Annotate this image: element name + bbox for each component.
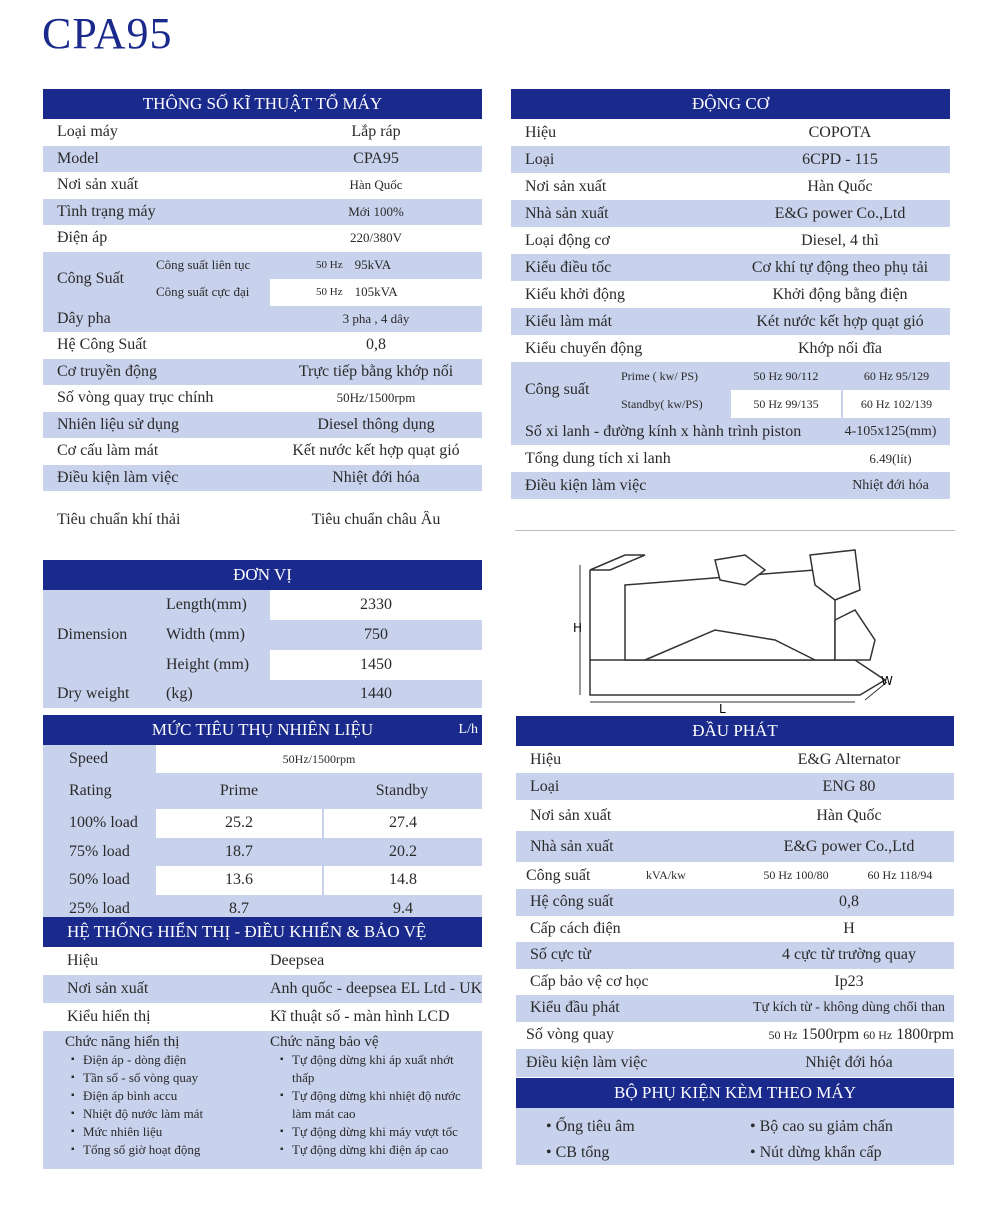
fuel-row-1-load: 75% load <box>69 842 130 860</box>
spec-power-label: Công Suất <box>57 269 125 287</box>
speed-label: Speed <box>69 750 109 767</box>
alt-condition-value: Nhiệt đới hóa <box>805 1053 893 1071</box>
engine-row-2-label: Nơi sản xuất <box>525 177 607 195</box>
fuel-row-0-standby: 27.4 <box>322 809 482 838</box>
unit-row-0-label: Length(mm) <box>166 596 247 613</box>
alt-row2-4-value: Tự kích từ - không dùng chổi than <box>752 1000 946 1016</box>
alt-condition-label: Điều kiện làm việc <box>526 1053 648 1071</box>
engine-row-3-label: Nhà sản xuất <box>525 204 609 222</box>
engine-row2-2-label: Điều kiện làm việc <box>525 476 647 494</box>
alt-row2-2-label: Số cực từ <box>530 946 591 964</box>
alt-row2-3 <box>516 969 954 996</box>
spec-row2-4-label: Nhiên liệu sử dụng <box>57 415 179 433</box>
spec-power <box>43 252 482 306</box>
engine-row-2-value: Hàn Quốc <box>807 177 873 195</box>
control-panel <box>43 917 482 1169</box>
spec-row2-4-value: Diesel thông dụng <box>317 415 435 433</box>
alt-row-2 <box>516 800 954 831</box>
emission-label: Tiêu chuẩn khí thải <box>57 511 181 528</box>
alt-row-3-value: E&G power Co.,Ltd <box>783 837 915 855</box>
alt-speed-50rpm: 1500rpm <box>801 1026 860 1043</box>
unit-row-2-label: Height (mm) <box>166 656 250 673</box>
control-row-0 <box>43 947 482 975</box>
fuel-row-3-load: 25% load <box>69 899 130 917</box>
display-item: ▪ Điện áp - dòng điện <box>71 1051 270 1069</box>
engine-header: ĐỘNG CƠ <box>511 89 950 119</box>
units-header: ĐƠN VỊ <box>43 560 482 590</box>
accessories-header: BỘ PHỤ KIỆN KÈM THEO MÁY <box>516 1078 954 1108</box>
unit-row-1-label: Width (mm) <box>166 626 245 643</box>
spec-row-4-label: Điện áp <box>57 229 108 247</box>
fuel-header: MỨC TIÊU THỤ NHIÊN LIỆU <box>151 720 374 739</box>
fuel-row-0-load: 100% load <box>69 814 138 832</box>
display-item: ▪ Mức nhiên liệu <box>71 1123 270 1141</box>
engine-power-r2-60hz: 60 Hz 102/139 <box>841 390 950 418</box>
dry-weight-value: 1440 <box>360 685 392 702</box>
spec-row-0-value: Lắp ráp <box>351 123 401 141</box>
engine-row2-2 <box>511 472 950 499</box>
engine-row-7-value: Két nước kết hợp quạt gió <box>756 312 924 330</box>
dimension-label: Dimension <box>57 626 128 643</box>
fuel-row-0-prime: 25.2 <box>156 809 322 838</box>
accessories-panel <box>516 1078 954 1165</box>
alt-power <box>516 862 954 889</box>
control-row-2-value: Kĩ thuật số - màn hình LCD <box>270 1008 450 1025</box>
fuel-row-2-standby: 14.8 <box>322 866 482 895</box>
protect-item: ▪ Tự động dừng khi áp xuất nhớt thấp <box>280 1051 465 1087</box>
spec-header: THÔNG SỐ KĨ THUẬT TỔ MÁY <box>43 89 482 119</box>
control-header: HỆ THỐNG HIỂN THỊ - ĐIỀU KHIỂN & BẢO VỆ <box>43 917 482 947</box>
engine-row-1 <box>511 146 950 173</box>
accessory-item: • Ống tiêu âm <box>546 1118 635 1135</box>
control-row-2 <box>43 1003 482 1031</box>
engine-row-6 <box>511 281 950 308</box>
fuel-row-1-standby: 20.2 <box>322 838 482 867</box>
engine-power-label: Công suất <box>525 381 590 398</box>
fuel-row-2 <box>43 866 482 895</box>
display-item: ▪ Tần số - số vòng quay <box>71 1069 270 1087</box>
spec-row2-3-value: 50Hz/1500rpm <box>336 390 416 406</box>
alt-row-0 <box>516 746 954 773</box>
alt-row-1-value: ENG 80 <box>822 777 876 795</box>
page-title: CPA95 <box>42 9 173 58</box>
engine-row-5-label: Kiểu điều tốc <box>525 258 612 276</box>
diagram-w-label: W <box>881 674 893 688</box>
engine-power-r2-name: Standby( kw/PS) <box>621 396 703 411</box>
engine-row-6-label: Kiểu khởi động <box>525 285 626 303</box>
alt-row2-1 <box>516 916 954 943</box>
spec-row-1-label: Model <box>57 149 99 167</box>
emission-value: Tiêu chuẩn châu Âu <box>311 511 441 528</box>
accessory-item: • Bộ cao su giảm chấn <box>750 1118 893 1135</box>
emission-row <box>43 491 482 549</box>
spec-row2-0-value: 3 pha , 4 dây <box>342 310 410 326</box>
spec-row2-6-label: Điều kiện làm việc <box>57 468 179 486</box>
control-row-1-label: Nơi sản xuất <box>67 980 149 997</box>
protect-item: ▪ Tự động dừng khi điện áp cao <box>280 1141 465 1159</box>
fuel-row-1 <box>43 838 482 867</box>
fuel-row-1-prime: 18.7 <box>156 838 322 867</box>
spec-row-3-label: Tình trạng máy <box>57 202 156 220</box>
alt-row2-1-value: H <box>843 919 855 937</box>
spec-row2-2 <box>43 359 482 386</box>
spec-row-1 <box>43 146 482 173</box>
spec-panel <box>43 89 482 549</box>
spec-row2-3 <box>43 385 482 412</box>
alt-row2-4-label: Kiểu đầu phát <box>530 999 620 1017</box>
accessory-item: • Nút dừng khẩn cấp <box>750 1143 882 1161</box>
diagram-h-label: H <box>573 621 583 635</box>
alt-row2-3-label: Cấp bảo vệ cơ học <box>530 972 649 990</box>
spec-power-r2-name: Công suất cực đại <box>156 284 250 299</box>
dry-weight-label: Dry weight <box>57 685 130 702</box>
spec-power-r2-hz: 50 Hz <box>316 286 343 298</box>
spec-row-3-value: Mới 100% <box>348 203 404 219</box>
unit-row-1-value: 750 <box>270 620 482 650</box>
fuel-unit: L/h <box>458 722 478 737</box>
engine-row-3-value: E&G power Co.,Ltd <box>774 204 906 222</box>
engine-row-8-value: Khớp nối đĩa <box>797 339 882 357</box>
spec-row2-1 <box>43 332 482 359</box>
alt-condition <box>516 1049 954 1077</box>
engine-row-5 <box>511 254 950 281</box>
engine-power-r1-50hz: 50 Hz 90/112 <box>731 362 841 390</box>
alt-row-0-label: Hiệu <box>530 750 562 768</box>
spec-row-3 <box>43 199 482 226</box>
genset-body <box>625 570 835 660</box>
engine-row-1-value: 6CPD - 115 <box>802 150 878 168</box>
spec-row2-4 <box>43 412 482 439</box>
alt-power-label: Công suất <box>526 866 591 884</box>
display-item: ▪ Tổng số giờ hoạt động <box>71 1141 270 1159</box>
spec-row2-6 <box>43 465 482 492</box>
engine-row2-0-label: Số xi lanh - đường kính x hành trình piston <box>525 422 802 440</box>
display-functions-title: Chức năng hiển thị <box>65 1034 180 1050</box>
protect-item: ▪ Tự động dừng khi nhiệt độ nước làm mát cao <box>280 1087 465 1123</box>
engine-row2-0 <box>511 418 950 445</box>
engine-row-0-label: Hiệu <box>525 123 557 141</box>
alt-row-3-label: Nhà sản xuất <box>530 837 614 855</box>
alt-speed-50hz: 50 Hz <box>768 1028 798 1042</box>
control-row-1 <box>43 975 482 1003</box>
engine-row-7 <box>511 308 950 335</box>
dry-weight-unit: (kg) <box>166 685 193 702</box>
control-row-1-value: Anh quốc - deepsea EL Ltd - UK <box>270 980 482 997</box>
engine-row-6-value: Khởi động bằng điện <box>772 285 908 303</box>
display-item: ▪ Điện áp bình accu <box>71 1087 270 1105</box>
rating-prime: Prime <box>219 782 259 799</box>
engine-row-2 <box>511 173 950 200</box>
unit-row-1 <box>166 620 482 650</box>
spec-row2-5-value: Kết nước kết hợp quạt gió <box>292 442 460 460</box>
unit-row-2-value: 1450 <box>270 650 482 680</box>
protect-functions-title: Chức năng bảo vệ <box>270 1034 379 1050</box>
fuel-row-3-standby: 9.4 <box>322 895 482 924</box>
spec-row-2-value: Hàn Quốc <box>349 177 403 193</box>
engine-row-4 <box>511 227 950 254</box>
engine-row-8-label: Kiểu chuyển động <box>525 339 643 357</box>
spec-row-2-label: Nơi sản xuất <box>57 176 139 194</box>
unit-row-0-value: 2330 <box>270 590 482 620</box>
fuel-row-0 <box>43 809 482 838</box>
spec-row-0-label: Loại máy <box>57 123 118 141</box>
alternator-header: ĐẦU PHÁT <box>516 716 954 746</box>
alt-power-60hz: 60 Hz 118/94 <box>867 868 933 882</box>
alt-row2-0-value: 0,8 <box>839 893 859 911</box>
engine-row-7-label: Kiểu làm mát <box>525 312 613 330</box>
spec-power-r1-hz: 50 Hz <box>316 259 343 271</box>
engine-row-0-value: COPOTA <box>808 123 872 141</box>
spec-row-1-value: CPA95 <box>353 149 399 167</box>
engine-power-r1-name: Prime ( kw/ PS) <box>621 368 699 383</box>
alt-row2-1-label: Cấp cách điện <box>530 919 621 937</box>
spec-row2-2-label: Cơ truyền động <box>57 362 158 380</box>
engine-power-r1-60hz: 60 Hz 95/129 <box>841 362 950 390</box>
alt-row2-3-value: Ip23 <box>834 972 864 990</box>
spec-row-4 <box>43 225 482 252</box>
alt-row2-2 <box>516 942 954 969</box>
accessory-item: • CB tổng <box>546 1143 610 1161</box>
alt-row-1 <box>516 773 954 800</box>
spec-row2-1-label: Hệ Công Suất <box>57 336 147 354</box>
engine-panel <box>511 89 950 499</box>
fuel-panel <box>43 715 482 923</box>
alt-row-1-label: Loại <box>530 777 560 795</box>
spec-row-2 <box>43 172 482 199</box>
spec-row2-2-value: Trực tiếp bằng khớp nối <box>298 362 454 380</box>
engine-row2-1-label: Tổng dung tích xi lanh <box>525 449 671 467</box>
alt-speed <box>516 1022 954 1049</box>
spec-row2-5-label: Cơ cấu làm mát <box>57 442 159 460</box>
control-row-0-value: Deepsea <box>270 952 325 969</box>
units-panel <box>43 560 482 708</box>
engine-row-8 <box>511 335 950 362</box>
engine-row-4-value: Diesel, 4 thì <box>801 231 879 249</box>
fuel-row-2-load: 50% load <box>69 871 130 889</box>
speed-value: 50Hz/1500rpm <box>156 745 482 773</box>
alt-row-3 <box>516 831 954 862</box>
alt-speed-label: Số vòng quay <box>526 1026 614 1043</box>
engine-row-4-label: Loại động cơ <box>525 231 610 249</box>
protect-item: ▪ Tự động dừng khi máy vượt tốc <box>280 1123 465 1141</box>
fuel-row-3-prime: 8.7 <box>156 895 322 924</box>
unit-row-2 <box>166 650 482 680</box>
control-row-0-label: Hiệu <box>67 952 99 969</box>
alt-row2-2-value: 4 cực từ trường quay <box>782 946 916 964</box>
engine-row-0 <box>511 119 950 146</box>
genset-diagram <box>515 530 955 715</box>
alt-row2-0 <box>516 889 954 916</box>
alt-power-50hz: 50 Hz 100/80 <box>763 868 829 882</box>
spec-row2-5 <box>43 438 482 465</box>
spec-row2-6-value: Nhiệt đới hóa <box>332 468 420 486</box>
alt-row2-4 <box>516 995 954 1022</box>
rating-label: Rating <box>69 782 112 799</box>
display-item: ▪ Nhiệt độ nước làm mát <box>71 1105 270 1123</box>
alt-power-unit: kVA/kw <box>646 868 686 882</box>
spec-row-4-value: 220/380V <box>350 230 402 246</box>
alt-row2-0-label: Hệ công suất <box>530 893 614 911</box>
engine-row-5-value: Cơ khí tự động theo phụ tải <box>751 258 929 276</box>
engine-row-1-label: Loại <box>525 150 555 168</box>
alt-row-0-value: E&G Alternator <box>797 750 901 768</box>
spec-power-r2-value: 105kVA <box>354 284 398 299</box>
spec-power-r1-name: Công suất liên tục <box>156 257 251 272</box>
alt-speed-60rpm: 1800rpm <box>896 1026 954 1043</box>
alt-row-2-label: Nơi sản xuất <box>530 806 612 824</box>
alt-row-2-value: Hàn Quốc <box>816 806 882 824</box>
engine-power-r2-50hz: 50 Hz 99/135 <box>731 390 841 418</box>
fuel-row-2-prime: 13.6 <box>156 866 322 895</box>
engine-row2-2-value: Nhiệt đới hóa <box>852 477 929 493</box>
alt-speed-60hz: 60 Hz <box>863 1028 893 1042</box>
unit-row-0 <box>166 590 482 620</box>
spec-row2-1-value: 0,8 <box>366 336 386 354</box>
engine-row-3 <box>511 200 950 227</box>
spec-row2-0 <box>43 306 482 333</box>
engine-row2-0-value: 4-105x125(mm) <box>844 423 937 439</box>
diagram-l-label: L <box>719 702 726 715</box>
spec-row-0 <box>43 119 482 146</box>
genset-base <box>590 660 885 695</box>
spec-row2-3-label: Số vòng quay trục chính <box>57 389 214 407</box>
engine-power <box>511 362 950 418</box>
engine-row2-1-value: 6.49(lít) <box>869 450 912 466</box>
rating-standby: Standby <box>375 782 429 799</box>
control-row-2-label: Kiểu hiển thị <box>67 1008 151 1025</box>
alternator-panel <box>516 716 954 1077</box>
engine-row2-1 <box>511 445 950 472</box>
spec-row2-0-label: Dây pha <box>57 309 111 327</box>
spec-power-r1-value: 95kVA <box>354 257 392 272</box>
